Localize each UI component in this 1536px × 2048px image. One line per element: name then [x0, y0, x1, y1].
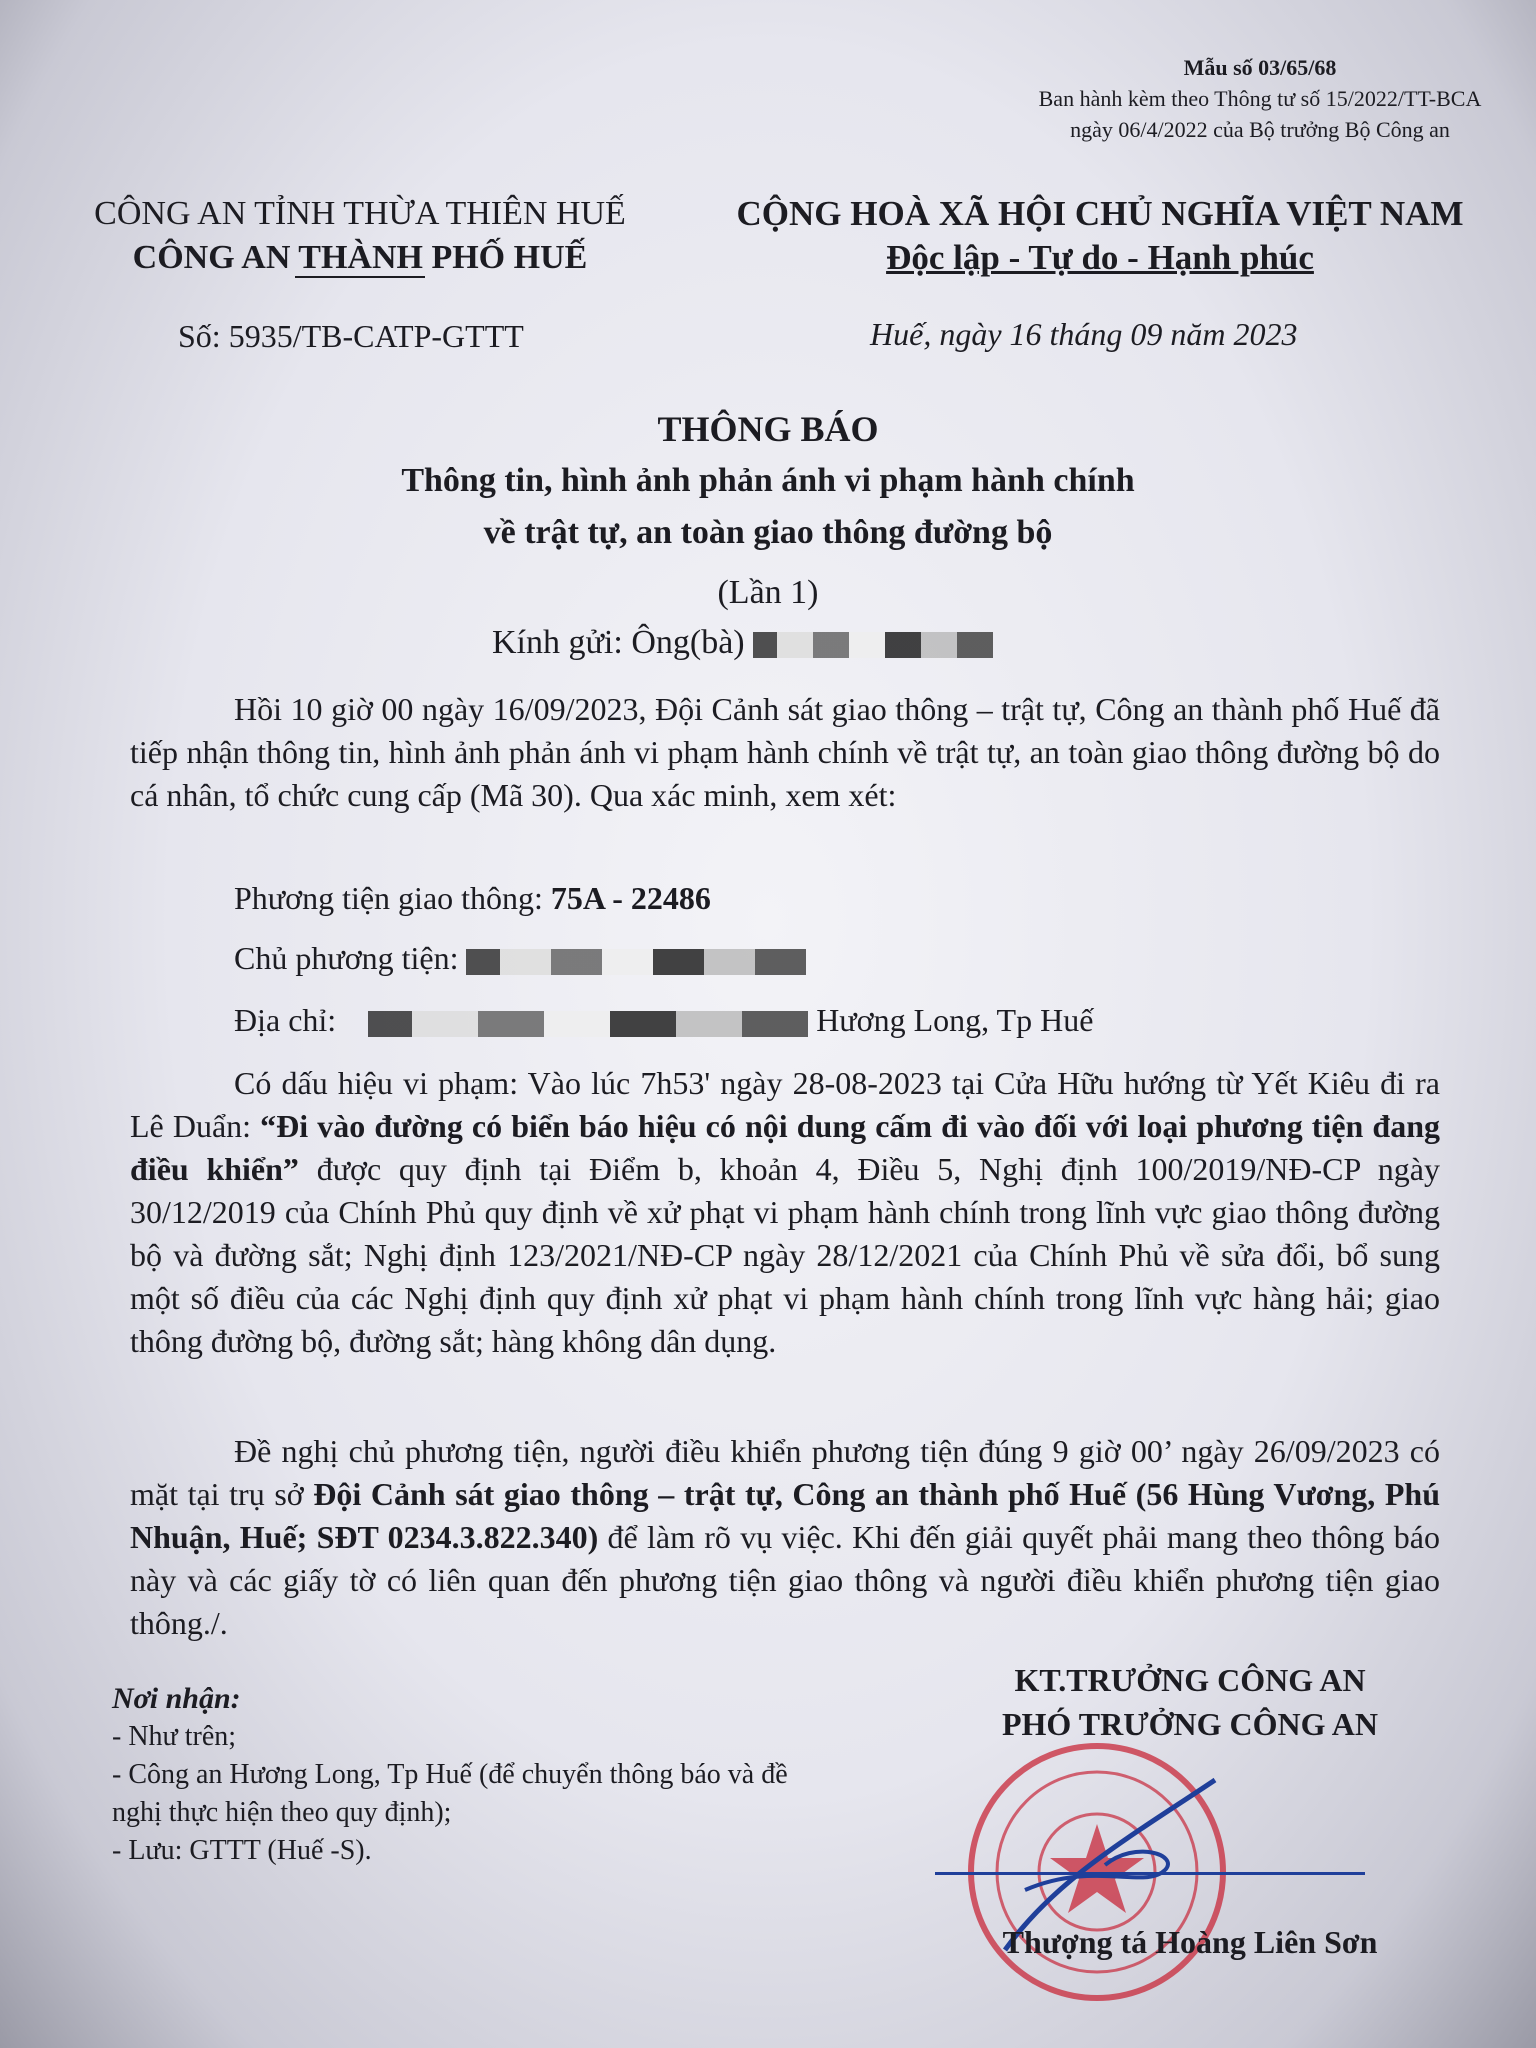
paragraph-intro-text: Hồi 10 giờ 00 ngày 16/09/2023, Đội Cảnh sát giao thông – trật tự, Công an thành phố Huế đã tiếp nhận thông tin, hình ảnh phản ánh vi phạm hành chính về trật tự, an toàn giao thông đường bộ do cá nhân, tổ chức cung cấp (Mã 30). Qua xác minh, xem xét: [130, 691, 1440, 813]
redacted-owner [466, 949, 806, 975]
nation-name: CỘNG HOÀ XÃ HỘI CHỦ NGHĨA VIỆT NAM [736, 194, 1464, 233]
document-title: THÔNG BÁO [657, 409, 879, 449]
address-value: Hương Long, Tp Huế [816, 1002, 1094, 1038]
addressee [492, 624, 993, 662]
violation-lead: Có dấu hiệu vi phạm: Vào lúc 7h53' ngày 28-08-2023 tại Cửa Hữu hướng từ Yết Kiêu đi ra Lê Duẩn: [130, 1065, 1440, 1144]
nation-motto: Độc lập - Tự do - Hạnh phúc [886, 238, 1314, 277]
form-reference [1000, 52, 1520, 145]
recipient-1: - Như trên; [112, 1721, 237, 1752]
agency-name: CÔNG AN THÀNH PHỐ HUẾ [132, 239, 588, 276]
recipient-2: - Công an Hương Long, Tp Huế (để chuyển thông báo và đề nghị thực hiện theo quy định); [112, 1759, 788, 1828]
signatory-name: Thượng tá Hoàng Liên Sơn [1002, 1924, 1378, 1960]
document-subtitle-2: về trật tự, an toàn giao thông đường bộ [483, 514, 1053, 551]
violation-legal-basis: được quy định tại Điểm b, khoản 4, Điều 5, Nghị định 100/2019/NĐ-CP ngày 30/12/2019 của Chính Phủ quy định về xử phạt vi phạm hành chính trong lĩnh vực giao thông đường bộ và đường sắt; Nghị định 123/2021/NĐ-CP ngày 28/12/2021 của Chính Phủ về sửa đổi, bổ sung một số điều của các Nghị định quy định xử phạt vi phạm hành chính trong lĩnh vực hàng hải; giao thông đường bộ, đường sắt; hàng không dân dụng. [130, 1151, 1441, 1359]
paragraph-intro [130, 688, 1440, 817]
request-lead: Đề nghị chủ phương tiện, người điều khiển phương tiện đúng 9 giờ 00’ ngày 26/09/2023 có mặt tại trụ sở [130, 1433, 1440, 1512]
issuing-agency [70, 192, 650, 278]
document-number: Số: 5935/TB-CATP-GTTT [178, 318, 524, 354]
request-location: Đội Cảnh sát giao thông – trật tự, Công an thành phố Huế (56 Hùng Vương, Phú Nhuận, Huế; SĐT 0234.3.822.340) [130, 1476, 1441, 1555]
document-subtitle-1: Thông tin, hình ảnh phản ánh vi phạm hành chính [401, 462, 1135, 499]
paragraph-violation [130, 1062, 1440, 1363]
violation-text [130, 1062, 1440, 1363]
violation-description: “Đi vào đường có biển báo hiệu có nội dung cấm đi vào đối với loại phương tiện đang điều khiển” [130, 1108, 1441, 1187]
document-date: Huế, ngày 16 tháng 09 năm 2023 [870, 316, 1298, 352]
recipient-3: - Lưu: GTTT (Huế -S). [112, 1835, 372, 1866]
signature-title-2: PHÓ TRƯỞNG CÔNG AN [1001, 1706, 1378, 1742]
signature-stroke [935, 1872, 1365, 1875]
address-field [234, 1002, 1093, 1039]
owner-label: Chủ phương tiện: [234, 940, 459, 976]
request-text [130, 1430, 1440, 1645]
redacted-address [368, 1011, 808, 1037]
owner-field [234, 940, 806, 977]
request-rest: để làm rõ vụ việc. Khi đến giải quyết phải mang theo thông báo này và các giấy tờ có liên quan đến phương tiện giao thông và người điều khiển phương tiện giao thông./. [130, 1519, 1441, 1641]
addressee-label: Kính gửi: Ông(bà) [492, 624, 745, 661]
vehicle-field [234, 880, 711, 917]
national-header [700, 192, 1500, 280]
notice-count: (Lần 1) [717, 574, 819, 611]
signature-title-1: KT.TRƯỞNG CÔNG AN [1014, 1662, 1366, 1698]
recipients-block [112, 1680, 832, 1870]
vehicle-label: Phương tiện giao thông: [234, 880, 551, 916]
address-label: Địa chỉ: [234, 1002, 337, 1038]
form-number: Mẫu số 03/65/68 [1183, 55, 1337, 80]
agency-parent: CÔNG AN TỈNH THỪA THIÊN HUẾ [94, 195, 626, 232]
vehicle-plate: 75A - 22486 [550, 880, 711, 916]
form-issued-line-2: ngày 06/4/2022 của Bộ trưởng Bộ Công an [1070, 117, 1450, 142]
recipients-title: Nơi nhận: [112, 1682, 241, 1715]
paragraph-request [130, 1430, 1440, 1645]
redacted-name [753, 632, 993, 658]
form-issued-line-1: Ban hành kèm theo Thông tư số 15/2022/TT-BCA [1038, 86, 1482, 111]
